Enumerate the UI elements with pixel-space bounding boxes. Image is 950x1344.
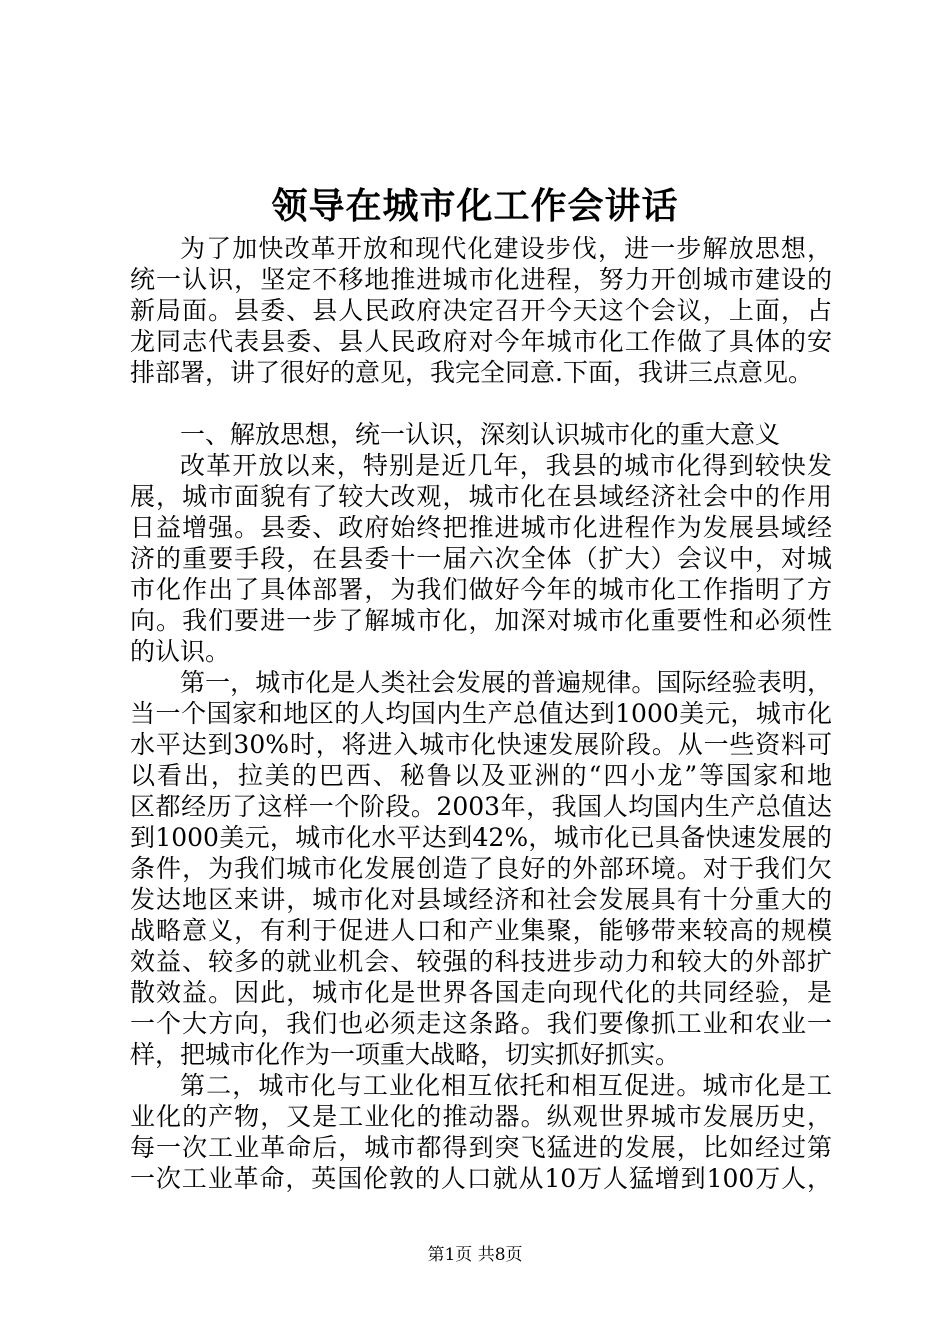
document-title: 领导在城市化工作会讲话 (271, 185, 679, 227)
text-line: 水平达到30%时，将进入城市化快速发展阶段。从一些资料可 (130, 730, 832, 759)
heading-line: 一、解放思想，统一认识，深刻认识城市化的重大意义 (180, 420, 781, 449)
text-line: 到1000美元，城市化水平达到42%，城市化已具备快速发展的 (130, 823, 832, 852)
text-line: 散效益。因此，城市化是世界各国走向现代化的共同经验，是 (130, 978, 832, 1007)
text-line: 第二，城市化与工业化相互依托和相互促进。城市化是工 (180, 1071, 832, 1100)
text-line: 第一，城市化是人类社会发展的普遍规律。国际经验表明， (180, 668, 832, 697)
text-line: 业化的产物，又是工业化的推动器。纵观世界城市发展历史， (130, 1102, 832, 1131)
text-line: 效益、较多的就业机会、较强的科技进步动力和较大的外部扩 (130, 947, 832, 976)
text-line: 条件，为我们城市化发展创造了良好的外部环境。对于我们欠 (130, 854, 832, 883)
paragraph-first-point (130, 667, 832, 1070)
text-line: 改革开放以来，特别是近几年，我县的城市化得到较快发 (180, 451, 832, 480)
text-line: 区都经历了这样一个阶段。2003年，我国人均国内生产总值达 (130, 792, 832, 821)
paragraph-intro (130, 233, 832, 388)
text-line: 发达地区来讲，城市化对县域经济和社会发展具有十分重大的 (130, 885, 832, 914)
paragraph-gap (130, 388, 832, 419)
text-line: 为了加快改革开放和现代化建设步伐，进一步解放思想， (180, 234, 832, 263)
text-line: 统一认识，坚定不移地推进城市化进程，努力开创城市建设的 (130, 265, 832, 294)
text-line: 每一次工业革命后，城市都得到突飞猛进的发展，比如经过第 (130, 1133, 832, 1162)
text-line: 战略意义，有利于促进人口和产业集聚，能够带来较高的规模 (130, 916, 832, 945)
text-line: 市化作出了具体部署，为我们做好今年的城市化工作指明了方 (130, 575, 832, 604)
document-body (130, 233, 832, 1194)
text-line: 一个大方向，我们也必须走这条路。我们要像抓工业和农业一 (130, 1009, 832, 1038)
text-line: 展，城市面貌有了较大改观，城市化在县域经济社会中的作用 (130, 482, 832, 511)
page-footer: 第1页 共8页 (427, 1245, 523, 1265)
text-line: 当一个国家和地区的人均国内生产总值达到1000美元，城市化 (130, 699, 832, 728)
text-line: 一次工业革命，英国伦敦的人口就从10万人猛增到100万人， (130, 1164, 832, 1193)
text-line: 以看出，拉美的巴西、秘鲁以及亚洲的“四小龙”等国家和地 (130, 761, 832, 790)
text-line: 的认识。 (130, 637, 231, 666)
text-line: 向。我们要进一步了解城市化，加深对城市化重要性和必须性 (130, 606, 832, 635)
paragraph-reform (130, 450, 832, 667)
text-line: 济的重要手段，在县委十一届六次全体（扩大）会议中，对城 (130, 544, 832, 573)
text-line: 样，把城市化作为一项重大战略，切实抓好抓实。 (130, 1040, 681, 1069)
text-line: 新局面。县委、县人民政府决定召开今天这个会议，上面，占 (130, 296, 832, 325)
text-line: 日益增强。县委、政府始终把推进城市化进程作为发展县域经 (130, 513, 832, 542)
section-heading (130, 419, 832, 450)
text-line: 龙同志代表县委、县人民政府对今年城市化工作做了具体的安 (130, 327, 832, 356)
paragraph-second-point (130, 1070, 832, 1194)
text-line: 排部署，讲了很好的意见，我完全同意.下面，我讲三点意见。 (130, 358, 813, 387)
